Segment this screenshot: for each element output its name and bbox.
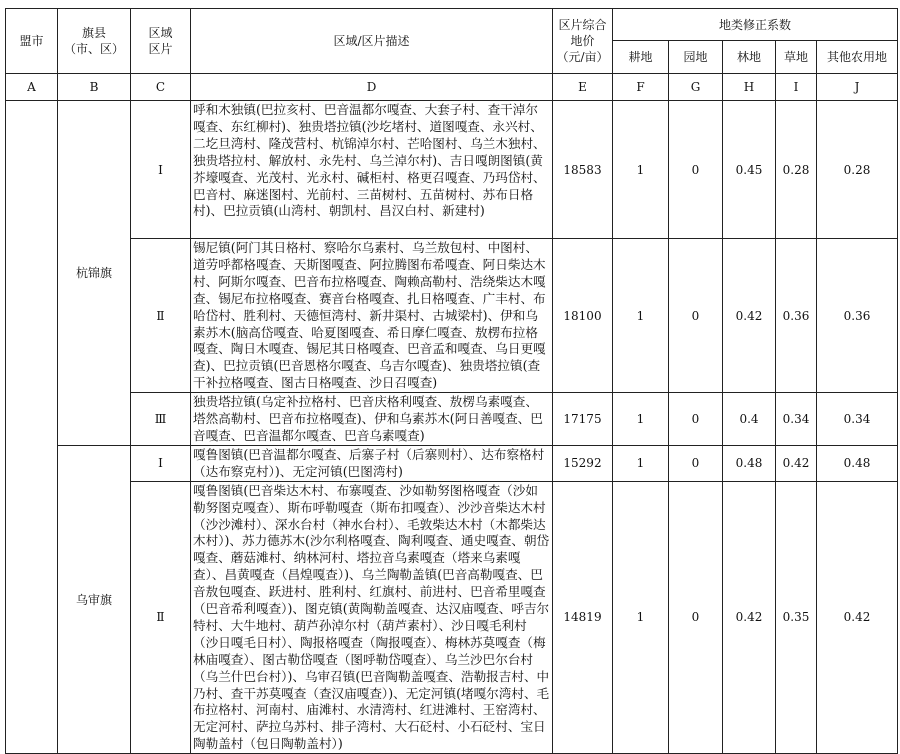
header-price	[553, 9, 613, 74]
header-price-line3: （元/亩）	[556, 50, 609, 64]
description-cell: 呼和木独镇(巴拉亥村、巴音温都尔嘎查、大套子村、查干淖尔嘎查、东红柳村)、独贵塔拉镇(沙圪堵村、道图嘎查、永兴村、二圪旦湾村、隆茂营村、杭锦淖尔村、芒哈图村、乌兰木独村、独贵塔拉村、解放村、永先村、乌兰淖尔村)、吉日嘎朗图镇(黄芥壕嘎查、光茂村、光永村、碱柜村、格更召嘎查、乃玛岱村、巴音村、麻迷图村、光前村、三苗树村、五苗树村、苏布日格村)、巴拉贡镇(山湾村、朝凯村、昌汉白村、新建村)	[191, 101, 553, 239]
header-zone-line2: 区片	[148, 42, 173, 56]
zone-cell: Ⅲ	[131, 393, 191, 446]
cropland-cell: 1	[613, 101, 669, 239]
header-zone	[131, 9, 191, 74]
forest-cell: 0.4	[723, 393, 776, 446]
forest-cell: 0.42	[723, 481, 776, 754]
header-correction-group: 地类修正系数	[613, 9, 898, 41]
header-price-line2: 地价	[570, 34, 595, 48]
table-row	[6, 445, 898, 481]
zone-cell: Ⅰ	[131, 101, 191, 239]
header-county	[58, 9, 131, 74]
garden-cell: 0	[669, 481, 723, 754]
price-cell: 14819	[553, 481, 613, 754]
letter-i: I	[776, 74, 817, 101]
letter-d: D	[191, 74, 553, 101]
cropland-cell: 1	[613, 481, 669, 754]
letter-b: B	[58, 74, 131, 101]
description-cell: 嘎鲁图镇(巴音温都尔嘎查、后寨子村（后寨则村）、达布察格村（达布察克村）)、无定河镇(巴图湾村)	[191, 445, 553, 481]
garden-cell: 0	[669, 239, 723, 393]
header-grassland: 草地	[776, 41, 817, 74]
grassland-cell: 0.42	[776, 445, 817, 481]
header-county-line2: （市、区）	[63, 42, 124, 56]
forest-cell: 0.45	[723, 101, 776, 239]
header-garden: 园地	[669, 41, 723, 74]
grassland-cell: 0.35	[776, 481, 817, 754]
letter-c: C	[131, 74, 191, 101]
cropland-cell: 1	[613, 393, 669, 446]
table-row	[6, 239, 898, 393]
zone-cell: Ⅱ	[131, 239, 191, 393]
header-forest: 林地	[723, 41, 776, 74]
other-agri-cell: 0.42	[817, 481, 898, 754]
description-cell: 独贵塔拉镇(乌定补拉格村、巴音庆格利嘎查、敖楞乌素嘎查、塔然高勒村、巴音布拉格嘎查)、伊和乌素苏木(阿日善嘎查、巴音嘎查、巴音温都尔嘎查、巴音乌素嘎查)	[191, 393, 553, 446]
letter-a: A	[6, 74, 58, 101]
table-row	[6, 481, 898, 754]
other-agri-cell: 0.36	[817, 239, 898, 393]
header-other-agri: 其他农用地	[817, 41, 898, 74]
header-cropland: 耕地	[613, 41, 669, 74]
land-price-table	[5, 8, 898, 754]
price-cell: 18100	[553, 239, 613, 393]
county-cell: 杭锦旗	[58, 101, 131, 446]
price-cell: 17175	[553, 393, 613, 446]
description-cell: 锡尼镇(阿门其日格村、察哈尔乌素村、乌兰敖包村、中图村、道劳呼都格嘎查、天斯图嘎查、阿拉腾图布希嘎查、阿日柴达木村、阿斯尔嘎查、巴音布拉格嘎查、陶赖高勒村、浩绕柴达木嘎查、锡尼布拉格嘎查、赛音台格嘎查、扎日格嘎查、广丰村、布哈岱村、胜利村、天德恒湾村、新井渠村、古城梁村)、伊和乌素苏木(脑高岱嘎查、哈夏图嘎查、希日摩仁嘎查、敖楞布拉格嘎查、陶日木嘎查、锡尼其日格嘎查、巴音孟和嘎查、乌日更嘎查)、巴拉贡镇(巴音恩格尔嘎查、乌吉尔嘎查)、独贵塔拉镇(查干补拉格嘎查、图古日格嘎查、沙日召嘎查)	[191, 239, 553, 393]
letters-row	[6, 74, 898, 101]
letter-h: H	[723, 74, 776, 101]
other-agri-cell: 0.48	[817, 445, 898, 481]
description-cell: 嘎鲁图镇(巴音柴达木村、布寨嘎查、沙如勒努图格嘎查（沙如勒努图克嘎查）、斯布呼勒嘎查（斯布扣嘎查）、沙沙音柴达木村（沙沙滩村）、深水台村（神水台村）、毛敦柴达木村（木都柴达木村）)、苏力德苏木(沙尔利格嘎查、陶利嘎查、通史嘎查、朝岱嘎查、蘑菇滩村、纳林河村、塔拉音乌素嘎查（塔来乌素嘎查）、昌黄嘎查（昌煌嘎查）)、乌兰陶勒盖镇(巴音高勒嘎查、巴音敖包嘎查、跃进村、胜利村、红旗村、前进村、巴音希里嘎查（巴音希利嘎查）)、图克镇(黄陶勒盖嘎查、达汉庙嘎查、呼吉尔特村、大牛地村、葫芦孙淖尔村（葫芦素村）、沙日嘎毛利村（沙日嘎毛日村）、陶报格嘎查（陶报嘎查）、梅林苏莫嘎查（梅林庙嘎查）、图古勒岱嘎查（图呼勒岱嘎查）、乌兰沙巴尔台村（乌兰什巴台村）)、乌审召镇(巴音陶勒盖嘎查、浩勒报吉村、中乃村、查干苏莫嘎查（查汉庙嘎查）)、无定河镇(堵嘎尔湾村、毛布拉格村、河南村、庙滩村、水清湾村、红进滩村、王窑湾村、无定河村、萨拉乌苏村、排子湾村、大石砭村、小石砭村、宝日陶勒盖村（包日陶勒盖村）)	[191, 481, 553, 754]
table-row	[6, 101, 898, 239]
other-agri-cell: 0.28	[817, 101, 898, 239]
header-price-line1: 区片综合	[558, 18, 607, 32]
header-league-city: 盟市	[6, 9, 58, 74]
forest-cell: 0.42	[723, 239, 776, 393]
letter-g: G	[669, 74, 723, 101]
zone-cell: Ⅱ	[131, 481, 191, 754]
cropland-cell: 1	[613, 445, 669, 481]
garden-cell: 0	[669, 393, 723, 446]
cropland-cell: 1	[613, 239, 669, 393]
header-county-line1: 旗县	[81, 26, 106, 40]
grassland-cell: 0.34	[776, 393, 817, 446]
county-cell: 乌审旗	[58, 445, 131, 753]
league-city-cell	[6, 101, 58, 754]
letter-f: F	[613, 74, 669, 101]
header-zone-line1: 区域	[148, 26, 173, 40]
zone-cell: Ⅰ	[131, 445, 191, 481]
garden-cell: 0	[669, 445, 723, 481]
table-row	[6, 393, 898, 446]
other-agri-cell: 0.34	[817, 393, 898, 446]
header-row-1	[6, 9, 898, 41]
price-cell: 18583	[553, 101, 613, 239]
header-description: 区域/区片描述	[191, 9, 553, 74]
forest-cell: 0.48	[723, 445, 776, 481]
garden-cell: 0	[669, 101, 723, 239]
letter-e: E	[553, 74, 613, 101]
price-cell: 15292	[553, 445, 613, 481]
grassland-cell: 0.36	[776, 239, 817, 393]
grassland-cell: 0.28	[776, 101, 817, 239]
letter-j: J	[817, 74, 898, 101]
